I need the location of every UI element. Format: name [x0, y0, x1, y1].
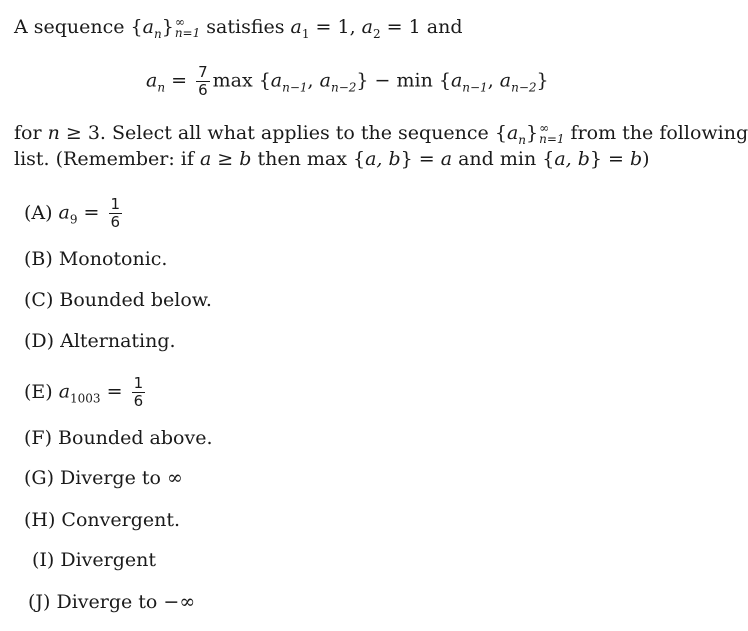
a2-eq: = 1 and — [380, 16, 463, 38]
body2-ab-1: a, b — [365, 148, 401, 170]
a2-var: a — [361, 16, 373, 38]
option-h-text: (H) Convergent. — [24, 509, 181, 531]
option-g-text: (G) Diverge to ∞ — [24, 467, 183, 489]
body1-a: for — [14, 122, 48, 144]
option-b-text: (B) Monotonic. — [24, 248, 168, 270]
body1-c: from the following — [564, 122, 748, 144]
option-c-text: (C) Bounded below. — [24, 289, 212, 311]
option-e-eq: = — [100, 380, 129, 403]
formula-var-4: a — [499, 69, 512, 92]
option-j-text: (J) Diverge to −∞ — [28, 591, 196, 613]
option-a-var: a — [58, 201, 70, 224]
option-e-sub: 1003 — [70, 391, 101, 406]
body2-ab-2: a, b — [554, 148, 590, 170]
recurrence-formula — [146, 64, 549, 99]
formula-end: } — [536, 69, 549, 92]
option-c[interactable] — [24, 289, 212, 311]
a1-sub: 1 — [301, 26, 310, 41]
intro-lower: n=1 — [174, 26, 201, 40]
formula-lhs-var: a — [146, 69, 158, 92]
formula-min: } − min { — [356, 69, 451, 92]
option-a-label: (A) — [24, 201, 53, 224]
body1-sup: ∞ — [539, 121, 550, 135]
option-e-numerator: 1 — [133, 374, 144, 392]
body2-b-var: b — [239, 148, 252, 170]
formula-var-3: a — [450, 69, 463, 92]
body1-brace: } — [526, 122, 539, 144]
formula-var-1: a — [270, 69, 283, 92]
a1-eq: = 1, — [309, 16, 362, 38]
formula-sub-1: n−1 — [282, 80, 308, 95]
option-a[interactable] — [24, 196, 125, 231]
formula-sub-3: n−1 — [462, 80, 488, 95]
option-h[interactable] — [24, 509, 180, 531]
formula-comma-2: , — [487, 69, 500, 92]
body2-a-var-2: a — [440, 148, 453, 170]
option-a-eq: = — [77, 201, 106, 224]
body2-c: } = — [400, 148, 441, 170]
body2-d: and min { — [452, 148, 555, 170]
body1-n: n — [47, 122, 60, 144]
body2-e: } = — [589, 148, 630, 170]
formula-sub-2: n−2 — [330, 80, 357, 95]
formula-numerator: 7 — [198, 63, 208, 81]
option-f-text: (F) Bounded above. — [24, 427, 213, 449]
option-e-denominator: 6 — [133, 392, 144, 410]
intro-seq-var: a — [142, 16, 154, 38]
intro-text: A sequence { — [14, 16, 143, 38]
intro-seq-sub: n — [153, 26, 162, 41]
body1-seq-var: a — [506, 122, 519, 144]
option-e-label: (E) — [24, 380, 53, 403]
body1-b: ≥ 3. Select all what applies to the sequence { — [59, 122, 507, 144]
body2-a-var: a — [199, 148, 212, 170]
body2-f: ) — [642, 148, 650, 170]
body2-geq: ≥ — [211, 148, 240, 170]
formula-max: max { — [212, 69, 271, 92]
option-i[interactable] — [32, 549, 156, 571]
formula-eq: = — [165, 69, 194, 92]
body1-lower: n=1 — [539, 132, 565, 146]
body2-b: then max { — [251, 148, 366, 170]
intro-line — [14, 16, 463, 39]
a2-sub: 2 — [373, 26, 381, 41]
option-a-fraction — [109, 196, 123, 231]
option-e[interactable] — [24, 375, 148, 410]
body-line-1 — [14, 122, 748, 145]
option-f[interactable] — [24, 427, 212, 449]
a1-var: a — [290, 16, 302, 38]
option-d[interactable] — [24, 330, 176, 352]
option-a-denominator: 6 — [110, 213, 121, 231]
formula-fraction — [196, 64, 210, 99]
body1-seq-sub: n — [518, 132, 526, 147]
formula-comma-1: , — [307, 69, 320, 92]
option-d-text: (D) Alternating. — [24, 330, 176, 352]
intro-sup: ∞ — [174, 15, 185, 29]
formula-lhs-sub: n — [157, 80, 166, 95]
option-e-fraction — [132, 375, 146, 410]
option-i-text: (I) Divergent — [32, 549, 157, 571]
intro-text-2: satisfies — [200, 16, 291, 38]
formula-sub-4: n−2 — [511, 80, 537, 95]
body2-a: list. (Remember: if — [14, 148, 200, 170]
option-b[interactable] — [24, 248, 167, 270]
formula-var-2: a — [319, 69, 331, 92]
option-a-sub: 9 — [69, 212, 78, 227]
body-line-2 — [14, 148, 650, 170]
option-a-numerator: 1 — [110, 195, 121, 213]
body2-b-var-2: b — [630, 148, 643, 170]
intro-brace: } — [161, 16, 174, 38]
formula-denominator: 6 — [198, 81, 208, 99]
option-g[interactable] — [24, 467, 183, 489]
option-e-var: a — [58, 380, 71, 403]
option-j[interactable] — [28, 591, 195, 613]
